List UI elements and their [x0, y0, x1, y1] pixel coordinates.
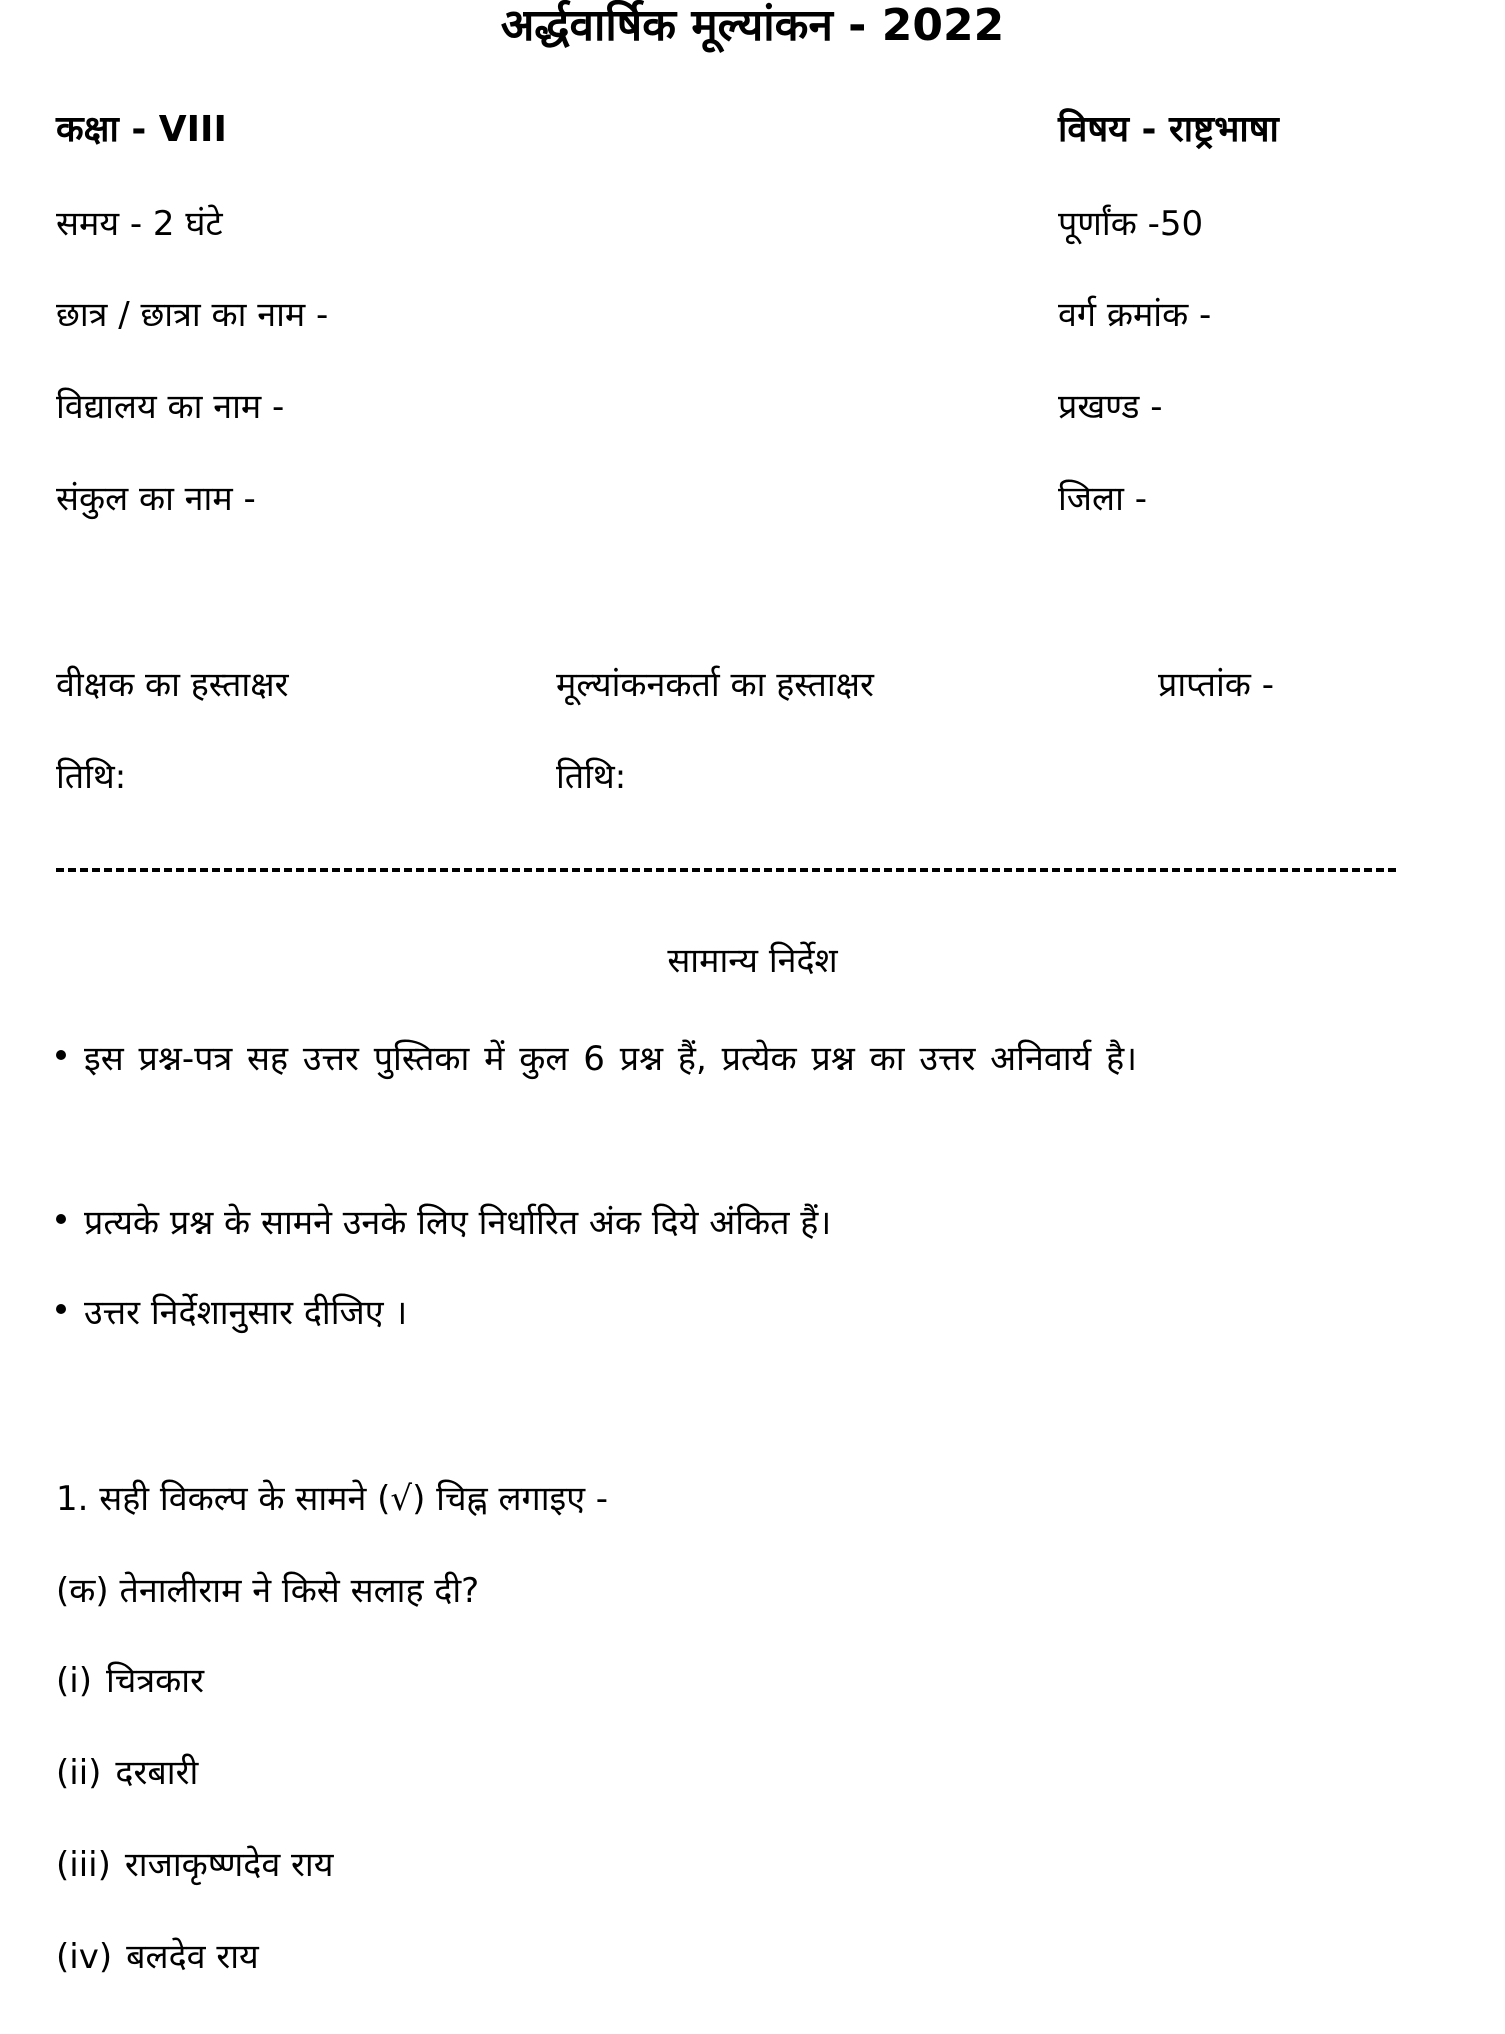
option-label: (i)	[56, 1661, 92, 1701]
date-field-2[interactable]: तिथि:	[556, 757, 627, 797]
option-iii[interactable]	[56, 1845, 334, 1885]
instruction-item-3: उत्तर निर्देशानुसार दीजिए ।	[56, 1296, 407, 1330]
question-1-prompt: 1. सही विकल्प के सामने (√) चिह्न लगाइए -	[56, 1479, 609, 1519]
cluster-name-field[interactable]: संकुल का नाम -	[56, 479, 256, 519]
full-marks-label: पूर्णांक -50	[1058, 204, 1204, 244]
option-text: राजाकृष्णदेव राय	[124, 1845, 334, 1885]
dashed-divider	[56, 868, 1396, 872]
page-title: अर्द्धवार्षिक मूल्यांकन - 2022	[500, 0, 1005, 51]
block-field[interactable]: प्रखण्ड -	[1058, 387, 1163, 427]
option-ii[interactable]	[56, 1753, 199, 1793]
bullet-icon	[56, 1304, 66, 1314]
option-label: (ii)	[56, 1753, 102, 1793]
instruction-item-2: प्रत्यके प्रश्न के सामने उनके लिए निर्धारित अंक दिये अंकित हैं।	[56, 1206, 831, 1240]
bullet-icon	[56, 1050, 66, 1060]
instructions-heading: सामान्य निर्देश	[667, 941, 838, 981]
option-text: दरबारी	[115, 1753, 199, 1793]
roll-number-field[interactable]: वर्ग क्रमांक -	[1058, 295, 1212, 335]
option-iv[interactable]	[56, 1937, 259, 1977]
time-label: समय - 2 घंटे	[56, 204, 223, 244]
school-name-field[interactable]: विद्यालय का नाम -	[56, 387, 285, 427]
option-label: (iv)	[56, 1937, 113, 1977]
instruction-item-1: इस प्रश्न-पत्र सह उत्तर पुस्तिका में कुल 6 प्रश्न हैं, प्रत्येक प्रश्न का उत्तर अनिवार्य है।	[56, 1020, 1406, 1098]
option-text: बलदेव राय	[126, 1937, 259, 1977]
student-name-field[interactable]: छात्र / छात्रा का नाम -	[56, 295, 329, 335]
question-1-sub-question: (क) तेनालीराम ने किसे सलाह दी?	[56, 1571, 480, 1611]
district-field[interactable]: जिला -	[1058, 479, 1147, 519]
date-field-1[interactable]: तिथि:	[56, 757, 127, 797]
class-label: कक्षा - VIII	[56, 109, 227, 150]
option-i[interactable]	[56, 1661, 204, 1701]
evaluator-signature-field[interactable]: मूल्यांकनकर्ता का हस्ताक्षर	[556, 665, 874, 705]
marks-obtained-field[interactable]: प्राप्तांक -	[1158, 665, 1274, 705]
invigilator-signature-field[interactable]: वीक्षक का हस्ताक्षर	[56, 665, 289, 705]
bullet-icon	[56, 1214, 66, 1224]
option-text: चित्रकार	[105, 1661, 204, 1701]
subject-label: विषय - राष्ट्रभाषा	[1058, 109, 1279, 150]
option-label: (iii)	[56, 1845, 111, 1885]
